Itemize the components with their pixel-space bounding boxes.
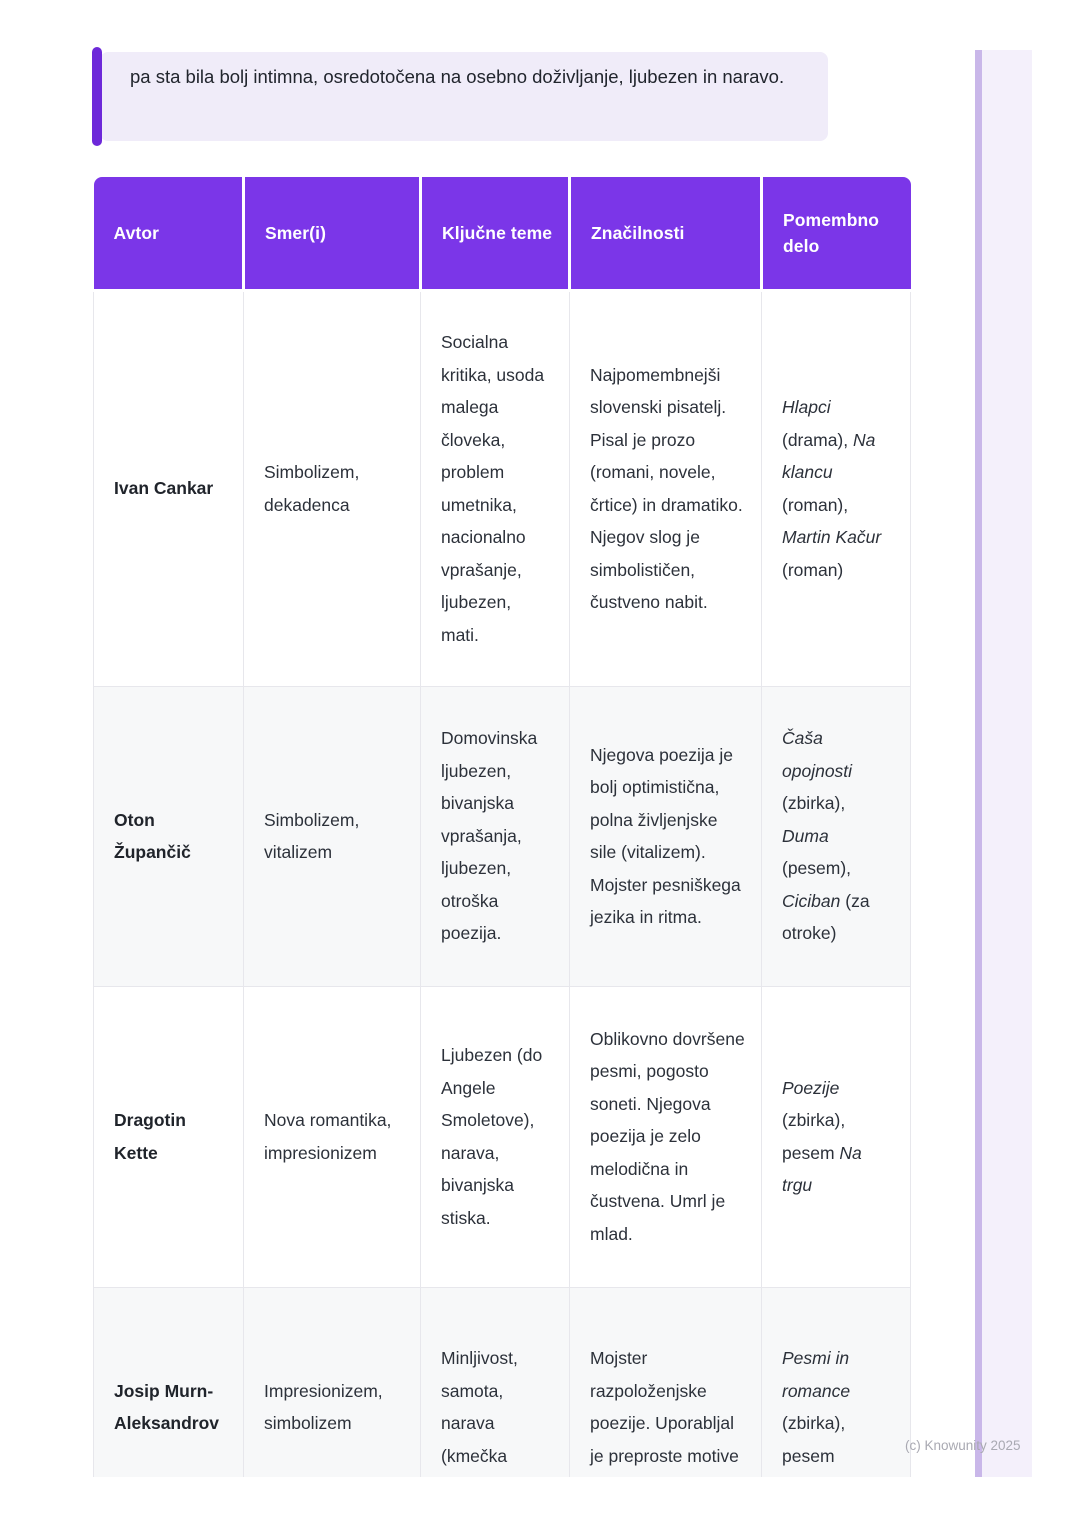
next-page-edge-line <box>975 50 982 1477</box>
cell-themes: Socialna kritika, usoda malega človeka, problem umetnika, nacionalno vprašanje, ljubezen, mati. <box>421 290 570 686</box>
cell-themes: Ljubezen (do Angele Smoletove), narava, bivanjska stiska. <box>421 986 570 1287</box>
column-header-1: Avtor <box>94 177 244 290</box>
column-header-3: Ključne teme <box>421 177 570 290</box>
cell-works: Pesmi in romance (zbirka), pesem <box>762 1287 911 1477</box>
quote-text: pa sta bila bolj intimna, osredotočena na osebno doživljanje, ljubezen in naravo. <box>130 66 785 87</box>
cell-movements: Impresionizem, simbolizem <box>244 1287 421 1477</box>
cell-works: Hlapci (drama), Na klancu (roman), Martin Kačur (roman) <box>762 290 911 686</box>
cell-author: Oton Župančič <box>94 686 244 986</box>
table-header <box>94 177 911 290</box>
cell-author: Ivan Cankar <box>94 290 244 686</box>
table-row <box>94 986 911 1287</box>
table-body <box>94 290 911 1477</box>
cell-works: Poezije (zbirka), pesem Na trgu <box>762 986 911 1287</box>
table-header-row <box>94 177 911 290</box>
table-row <box>94 1287 911 1477</box>
table-row <box>94 290 911 686</box>
cell-traits: Najpomembnejši slovenski pisatelj. Pisal je prozo (romani, novele, črtice) in dramatiko. Njegov slog je simbolističen, čustveno nabit. <box>570 290 762 686</box>
authors-table <box>93 177 911 1477</box>
column-header-4: Značilnosti <box>570 177 762 290</box>
cell-movements: Simbolizem, dekadenca <box>244 290 421 686</box>
cell-movements: Simbolizem, vitalizem <box>244 686 421 986</box>
next-page-edge <box>982 50 1032 1477</box>
column-header-5: Pomembno delo <box>762 177 911 290</box>
cell-traits: Mojster razpoloženjske poezije. Uporabljal je preproste motive <box>570 1287 762 1477</box>
cell-author: Josip Murn-Aleksandrov <box>94 1287 244 1477</box>
cell-works: Čaša opojnosti (zbirka), Duma (pesem), Ciciban (za otroke) <box>762 686 911 986</box>
cell-themes: Domovinska ljubezen, bivanjska vprašanja, ljubezen, otroška poezija. <box>421 686 570 986</box>
watermark: (c) Knowunity 2025 <box>905 1438 1021 1453</box>
cell-traits: Njegova poezija je bolj optimistična, polna življenjske sile (vitalizem). Mojster pesniškega jezika in ritma. <box>570 686 762 986</box>
quote-left-border <box>92 47 102 146</box>
table-row <box>94 686 911 986</box>
cell-themes: Minljivost, samota, narava (kmečka <box>421 1287 570 1477</box>
cell-author: Dragotin Kette <box>94 986 244 1287</box>
cell-traits: Oblikovno dovršene pesmi, pogosto soneti. Njegova poezija je zelo melodična in čustvena. Umrl je mlad. <box>570 986 762 1287</box>
column-header-2: Smer(i) <box>244 177 421 290</box>
quote-block <box>100 52 828 141</box>
cell-movements: Nova romantika, impresionizem <box>244 986 421 1287</box>
authors-table-container <box>93 177 914 1477</box>
